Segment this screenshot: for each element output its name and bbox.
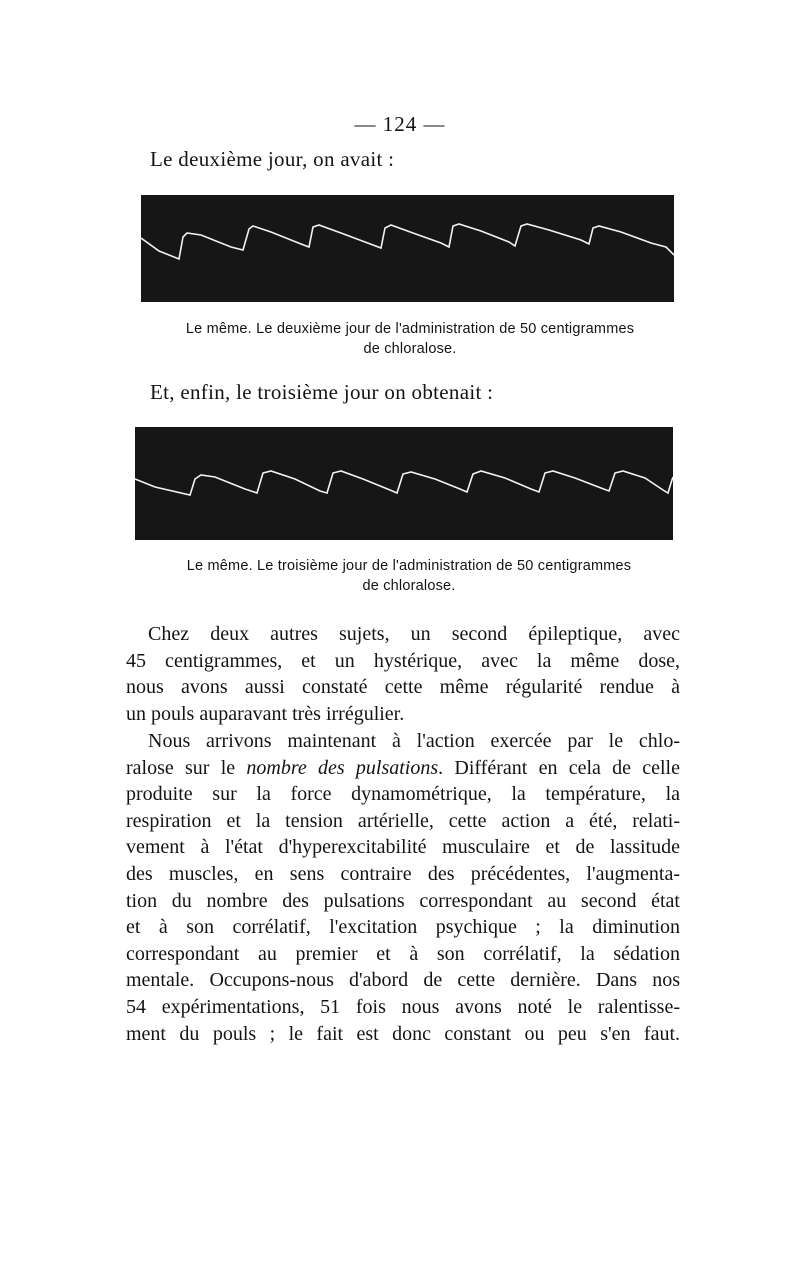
paragraph-line: un pouls auparavant très irrégulier.	[126, 702, 405, 725]
pulse-tracing-day-two-curve	[141, 195, 674, 302]
paragraph-line: Nous arrivons maintenant à l'action exercée par le chlo-	[148, 730, 680, 752]
paragraph-line: 45 centigrammes, et un hystérique, avec la même dose,	[126, 649, 680, 672]
paragraph-line: tion du nombre des pulsations correspondant au second état	[126, 889, 680, 912]
caption-day-three	[135, 556, 683, 596]
paragraph-line: 54 expérimentations, 51 fois nous avons noté le ralentisse-	[126, 995, 680, 1018]
paragraph-line: mentale. Occupons-nous d'abord de cette dernière. Dans nos	[126, 969, 680, 992]
paragraph-line-with-italic	[126, 755, 680, 782]
caption-day-three-line-1: Le même. Le troisième jour de l'administration de 50 centigrammes	[186, 558, 632, 574]
pulse-tracing-day-two	[141, 195, 674, 302]
paragraph-line: et à son corrélatif, l'excitation psychique ; la diminution	[126, 916, 680, 939]
caption-day-two-line-1: Le même. Le deuxième jour de l'administration de 50 centigrammes	[185, 321, 635, 337]
text-run: . Différant en cela de celle	[438, 756, 680, 779]
paragraph-two-subjects	[126, 621, 680, 727]
paragraph-line: correspondant au premier et à son corrélatif, la sédation	[126, 942, 680, 965]
paragraph-line: ment du pouls ; le fait est donc constant ou peu s'en faut.	[126, 1022, 680, 1045]
caption-day-three-line-2: de chloralose.	[362, 578, 456, 594]
italic-phrase: nombre des pulsations	[246, 756, 439, 779]
paragraph-line: produite sur la force dynamométrique, la température, la	[126, 783, 680, 806]
paragraph-line: nous avons aussi constaté cette même régularité rendue à	[126, 676, 680, 699]
caption-day-two	[140, 319, 680, 359]
caption-day-two-line-2: de chloralose.	[363, 341, 457, 357]
intro-day-two: Le deuxième jour, on avait :	[150, 147, 395, 171]
text-run: ralose sur le	[126, 756, 247, 779]
paragraph-line: Chez deux autres sujets, un second épileptique, avec	[148, 623, 680, 645]
paragraph-line: respiration et la tension artérielle, cette action a été, relati-	[126, 809, 680, 832]
paragraph-pulse-rate	[126, 728, 680, 1047]
intro-day-three: Et, enfin, le troisième jour on obtenait :	[150, 380, 494, 404]
paragraph-line: vement à l'état d'hyperexcitabilité musculaire et de lassitude	[126, 836, 680, 859]
paragraph-line: des muscles, en sens contraire des précédentes, l'augmenta-	[126, 862, 680, 885]
page-number: — 124 —	[354, 112, 446, 136]
pulse-tracing-day-three	[135, 427, 673, 540]
pulse-tracing-day-three-curve	[135, 427, 673, 540]
